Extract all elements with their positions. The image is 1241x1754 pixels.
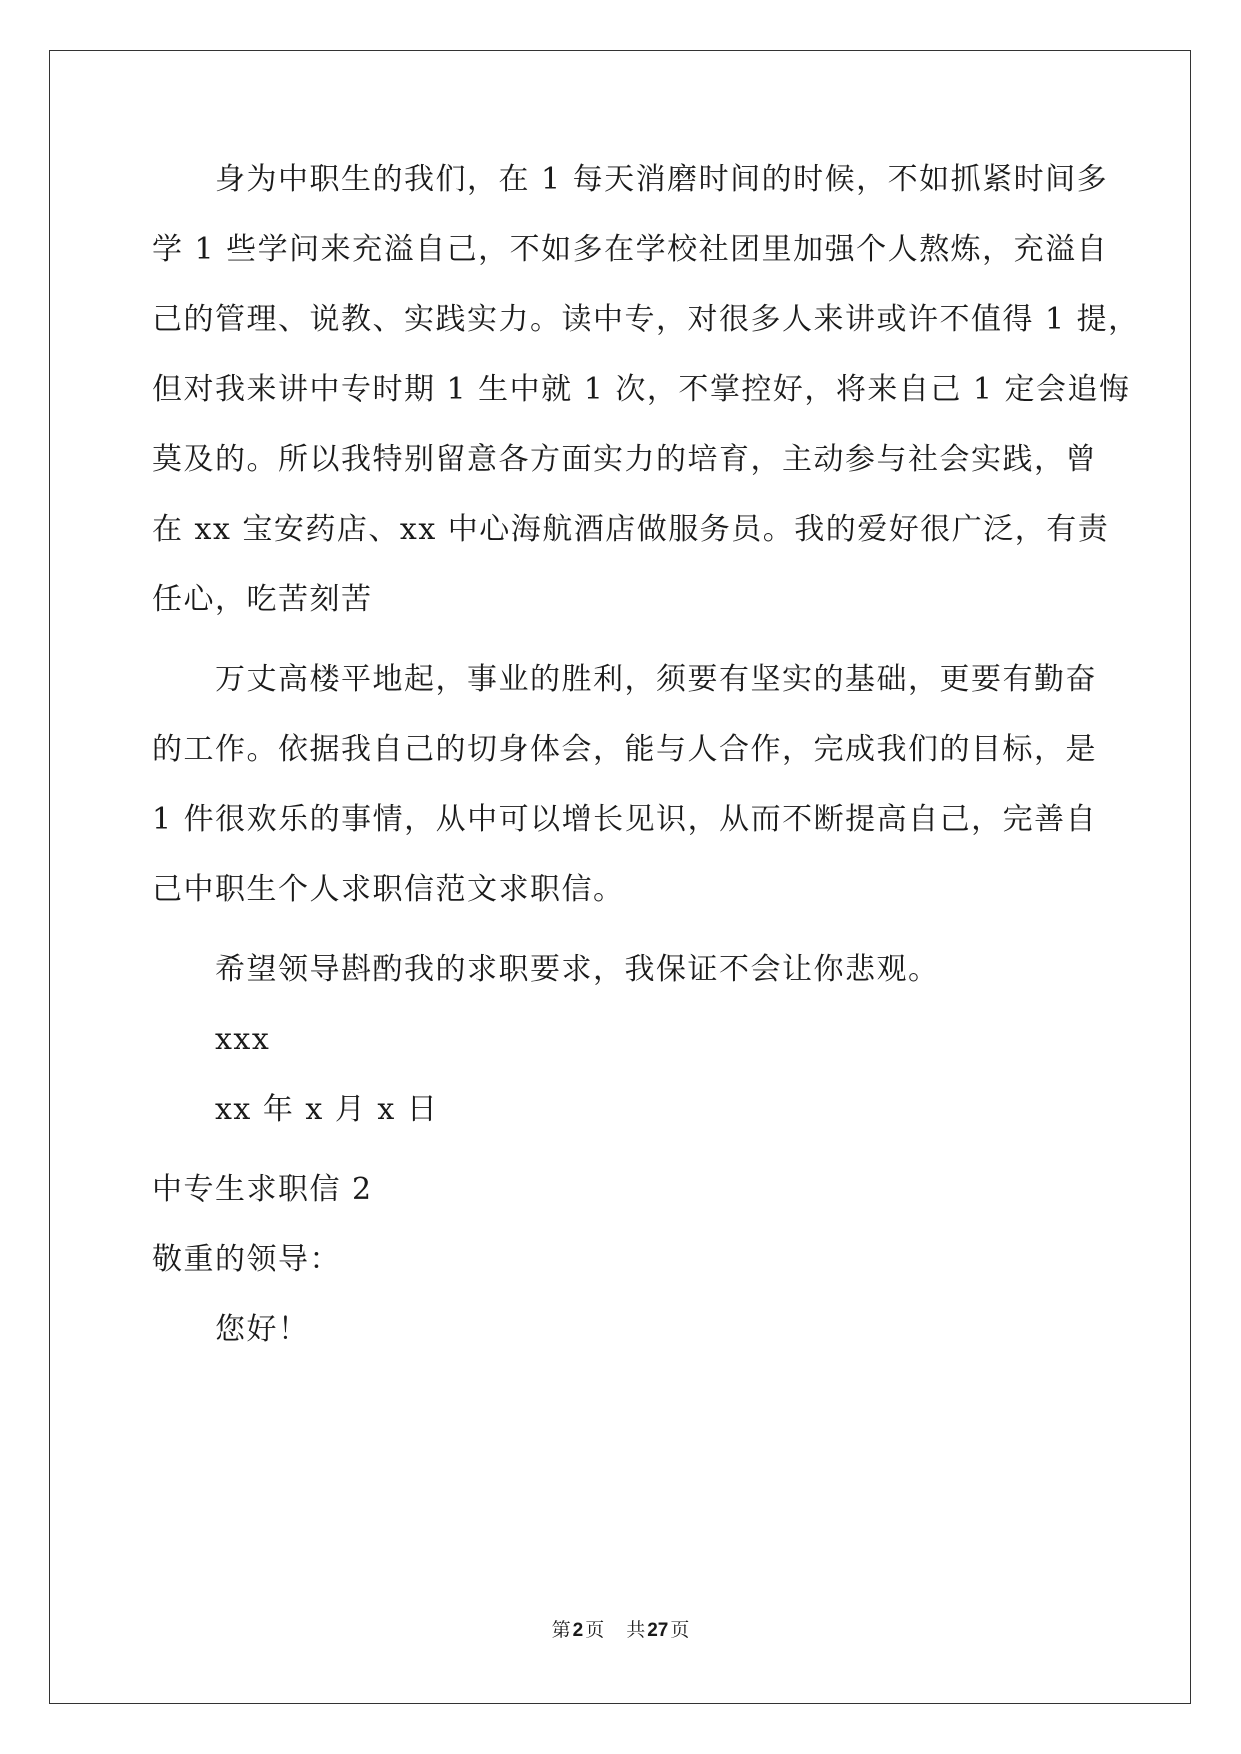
text-line: 己中职生个人求职信范文求职信。 bbox=[152, 872, 625, 907]
signature-name: xxx bbox=[152, 1022, 271, 1057]
footer-prefix: 第 bbox=[551, 1619, 571, 1641]
text-line: 万丈高楼平地起，事业的胜利，须要有坚实的基础，更要有勤奋 bbox=[152, 662, 1097, 697]
signature-date: xx 年 x 月 x 日 bbox=[152, 1092, 439, 1127]
salutation: 敬重的领导： bbox=[152, 1242, 341, 1277]
text-line: 学 1 些学问来充溢自己，不如多在学校社团里加强个人熬炼，充溢自 bbox=[152, 232, 1109, 267]
greeting: 您好！ bbox=[152, 1312, 310, 1347]
text-line: 任心，吃苦刻苦 bbox=[152, 582, 373, 617]
page-number: 2 bbox=[572, 1620, 584, 1641]
text-line: 莫及的。所以我特别留意各方面实力的培育，主动参与社会实践，曾 bbox=[152, 442, 1097, 477]
text-line: 己的管理、说教、实践实力。读中专，对很多人来讲或许不值得 1 提， bbox=[152, 302, 1140, 337]
footer-page-suffix: 页 bbox=[585, 1619, 605, 1641]
section-heading: 中专生求职信 2 bbox=[152, 1172, 373, 1207]
text-line: 1 件很欢乐的事情，从中可以增长见识，从而不断提高自己，完善自 bbox=[152, 802, 1098, 837]
text-line: 希望领导斟酌我的求职要求，我保证不会让你悲观。 bbox=[152, 952, 940, 987]
page-footer bbox=[0, 1618, 1241, 1643]
text-line: 的工作。依据我自己的切身体会，能与人合作，完成我们的目标，是 bbox=[152, 732, 1097, 767]
text-line: 身为中职生的我们，在 1 每天消磨时间的时候，不如抓紧时间多 bbox=[152, 162, 1109, 197]
text-line: 但对我来讲中专时期 1 生中就 1 次，不掌控好，将来自己 1 定会追悔 bbox=[152, 372, 1131, 407]
footer-total-suffix: 页 bbox=[670, 1619, 690, 1641]
total-pages: 27 bbox=[647, 1620, 669, 1641]
footer-total-prefix: 共 bbox=[626, 1619, 646, 1641]
text-line: 在 xx 宝安药店、xx 中心海航酒店做服务员。我的爱好很广泛，有责 bbox=[152, 512, 1110, 547]
